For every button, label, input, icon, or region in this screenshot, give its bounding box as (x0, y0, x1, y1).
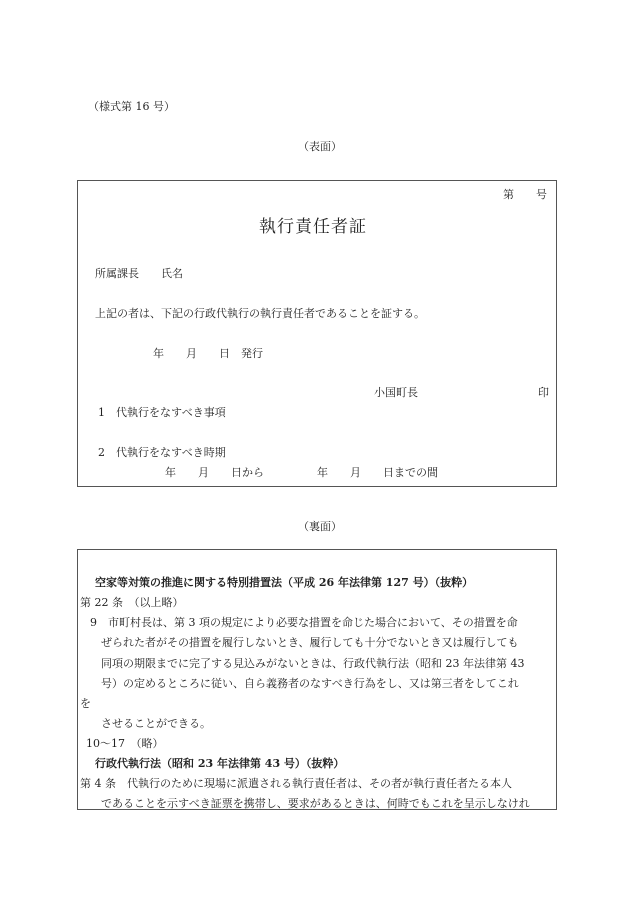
law2-article4-line2: であることを示すべき証票を携帯し、要求があるときは、何時でもこれを呈示しなけれ (101, 797, 530, 810)
certificate-title: 執行責任者証 (259, 217, 367, 237)
law2-article4-line1: 第 4 条 代執行のために現場に派遣される執行責任者は、その者が執行責任者たる本人 (80, 777, 512, 790)
form-number: （様式第 16 号） (88, 100, 175, 113)
law1-omitted: 10〜17 （略） (86, 737, 164, 750)
certificate-number-field: 第 号 (503, 188, 547, 201)
law1-para9-line3: 同項の期限までに完了する見込みがないときは、行政代執行法（昭和 23 年法律第 43 (101, 657, 525, 670)
back-side-label: （裏面） (298, 520, 342, 533)
law2-title: 行政代執行法（昭和 23 年法律第 43 号）（抜粋） (95, 757, 345, 770)
law1-para9-line2: ぜられた者がその措置を履行しないとき、履行しても十分でないとき又は履行しても (101, 636, 519, 649)
item-1-label: 1 代執行をなすべき事項 (98, 406, 226, 419)
period-to: 年 月 日までの間 (317, 466, 438, 479)
law1-title: 空家等対策の推進に関する特別措置法（平成 26 年法律第 127 号）（抜粋） (95, 576, 474, 589)
law1-article: 第 22 条 （以上略） (80, 596, 184, 609)
law1-para9-line1: 9 市町村長は、第 3 項の規定により必要な措置を命じた場合において、その措置を命 (90, 616, 518, 629)
item-2-label: 2 代執行をなすべき時期 (98, 446, 226, 459)
law1-para9-line5: を (80, 697, 91, 710)
law1-para9-line6: させることができる。 (101, 717, 211, 730)
front-side-label: （表面） (298, 140, 342, 153)
law1-para9-line4: 号）の定めるところに従い、自ら義務者のなすべき行為をし、又は第三者をしてこれ (101, 677, 519, 690)
period-from: 年 月 日から (165, 466, 264, 479)
issue-date: 年 月 日 発行 (153, 347, 263, 360)
issuer-name: 小国町長 (374, 386, 418, 399)
holder-line: 所属課長 氏名 (95, 267, 183, 280)
seal-mark: 印 (538, 386, 549, 399)
certify-statement: 上記の者は、下記の行政代執行の執行責任者であることを証する。 (95, 307, 425, 320)
